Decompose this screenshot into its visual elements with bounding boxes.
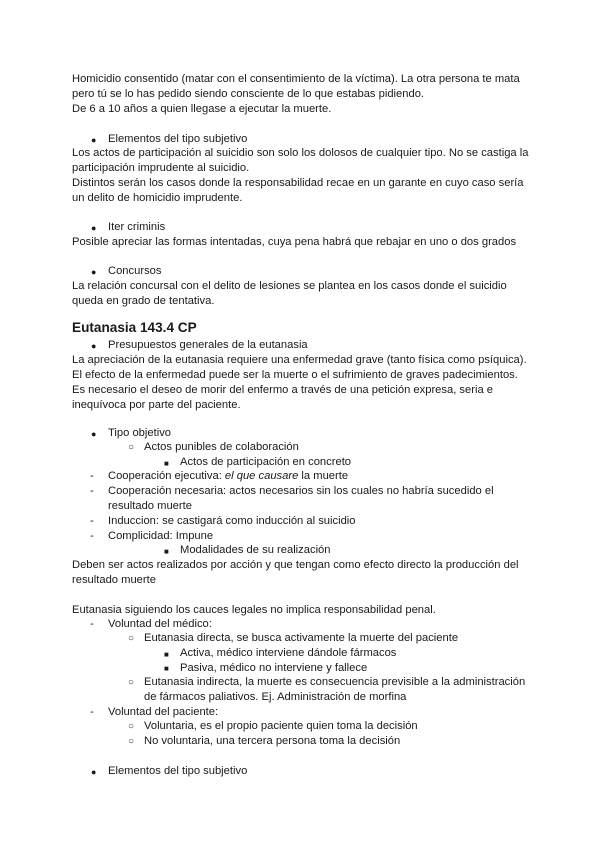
text-run: Cooperación ejecutiva: xyxy=(108,470,225,482)
list-item xyxy=(108,469,348,484)
text-line: Deben ser actos realizados por acción y que tengan como efecto directo la producción del xyxy=(72,559,519,571)
list-item: Iter criminis xyxy=(108,221,166,233)
text-line: La apreciación de la eutanasia requiere una enfermedad grave (tanto física como psíquica). xyxy=(72,354,527,366)
text-line: Distintos serán los casos donde la responsabilidad recae en un garante en cuyo caso sería xyxy=(72,177,524,189)
square-marker: ■ xyxy=(164,459,169,468)
square-marker: ■ xyxy=(164,650,169,659)
dash-marker: - xyxy=(90,706,94,718)
square-marker: ■ xyxy=(164,547,169,556)
list-item: Modalidades de su realización xyxy=(180,544,331,556)
text-line: pero tú se lo has pedido siendo consciente de lo que estabas pidiendo. xyxy=(72,88,425,100)
bullet-marker: ● xyxy=(91,429,97,439)
text-line: resultado muerte xyxy=(72,574,156,586)
list-item: Concursos xyxy=(108,265,162,277)
text-line: Es necesario el deseo de morir del enfermo a través de una petición expresa, seria e xyxy=(72,384,494,396)
list-item: Induccion: se castigará como inducción al suicidio xyxy=(108,515,356,527)
list-item: Elementos del tipo subjetivo xyxy=(108,765,248,777)
text-line: El efecto de la enfermedad puede ser la muerte o el sufrimiento de graves padecimientos. xyxy=(72,369,518,381)
dash-marker: - xyxy=(90,515,94,527)
text-run: la muerte xyxy=(298,470,349,482)
text-line: participación imprudente al suicidio. xyxy=(72,162,250,174)
text-line: La relación concursal con el delito de lesiones se plantea en los casos donde el suicidio xyxy=(72,280,507,292)
bullet-marker: ● xyxy=(91,767,97,777)
italic-text: el que causare xyxy=(224,470,299,482)
list-item: Voluntaria, es el propio paciente quien toma la decisión xyxy=(144,720,418,732)
bullet-marker: ● xyxy=(91,223,97,233)
list-item: Actos de participación en concreto xyxy=(180,456,352,468)
list-item: Activa, médico interviene dándole fármacos xyxy=(180,647,397,659)
list-item: Pasiva, médico no interviene y fallece xyxy=(180,662,368,674)
text-line: De 6 a 10 años a quien llegase a ejecutar la muerte. xyxy=(72,103,332,115)
list-item: Actos punibles de colaboración xyxy=(144,441,299,453)
list-item: Eutanasia directa, se busca activamente la muerte del paciente xyxy=(144,632,459,644)
list-item: Voluntad del médico: xyxy=(108,618,212,630)
text-line: inequívoca por parte del paciente. xyxy=(72,399,241,411)
list-item: Voluntad del paciente: xyxy=(108,706,219,718)
text-line: queda en grado de tentativa. xyxy=(72,295,215,307)
bullet-marker: ● xyxy=(91,267,97,277)
dash-marker: - xyxy=(90,530,94,542)
list-item: Eutanasia indirecta, la muerte es consecuencia previsible a la administración xyxy=(144,676,526,688)
list-item: Complicidad: Impune xyxy=(108,530,214,542)
text-line: de fármacos paliativos. Ej. Administración de morfina xyxy=(144,691,407,703)
text-line: Eutanasia siguiendo los cauces legales no implica responsabilidad penal. xyxy=(72,604,436,616)
section-heading: Eutanasia 143.4 CP xyxy=(72,320,197,335)
list-item: Tipo objetivo xyxy=(108,427,172,439)
square-marker: ■ xyxy=(164,664,169,673)
bullet-marker: ● xyxy=(91,341,97,351)
circle-marker: ○ xyxy=(128,677,135,688)
text-line: resultado muerte xyxy=(108,500,192,512)
list-item: Elementos del tipo subjetivo xyxy=(108,133,248,145)
circle-marker: ○ xyxy=(128,721,135,732)
text-line: Posible apreciar las formas intentadas, cuya pena habrá que rebajar en uno o dos grados xyxy=(72,236,517,248)
list-item: Presupuestos generales de la eutanasia xyxy=(108,339,308,351)
text-line: Homicidio consentido (matar con el consentimiento de la víctima). La otra persona te mata xyxy=(72,73,520,85)
text-line: Los actos de participación al suicidio son solo los dolosos de cualquier tipo. No se castiga la xyxy=(72,147,529,159)
dash-marker: - xyxy=(90,470,94,482)
text-line: un delito de homicidio imprudente. xyxy=(72,192,243,204)
list-item: Cooperación necesaria: actos necesarios sin los cuales no habría sucedido el xyxy=(108,485,494,497)
bullet-marker: ● xyxy=(91,135,97,145)
dash-marker: - xyxy=(90,618,94,630)
circle-marker: ○ xyxy=(128,442,135,453)
circle-marker: ○ xyxy=(128,633,135,644)
list-item: No voluntaria, una tercera persona toma la decisión xyxy=(144,735,401,747)
circle-marker: ○ xyxy=(128,736,135,747)
dash-marker: - xyxy=(90,485,94,497)
